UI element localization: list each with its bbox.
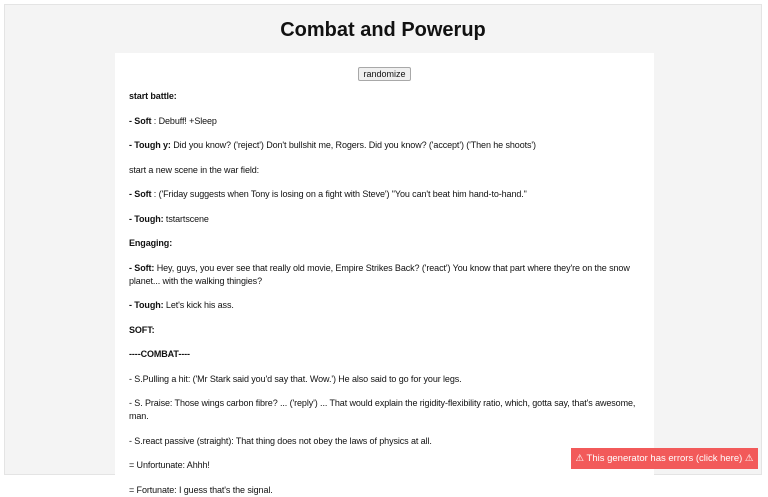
line-label: - Soft [129,115,152,126]
output-line [129,237,640,250]
output-line [129,348,640,361]
line-label: - Tough: [129,213,164,224]
output-line [129,164,640,177]
output-line [129,139,640,152]
line-label: Engaging: [129,238,173,248]
line-text: Did you know? ('reject') Don't bullshit me, Rogers. Did you know? ('accept') ('Then he shoots') [170,140,536,150]
output-line [129,484,640,497]
line-text: Hey, guys, you ever see that really old movie, Empire Strikes Back? ('react') You know that part where they're on the snow planet... with the walking thingies? [129,262,630,286]
line-label: - Soft [129,189,152,199]
output-line [129,115,640,128]
line-text: = Unfortunate: Ahhh! [129,460,210,470]
randomize-button[interactable]: randomize [358,67,410,81]
output-line [129,90,640,103]
output-line [129,459,640,472]
line-text: = Fortunate: I guess that's the signal. [129,484,273,495]
button-row [129,67,640,81]
line-label: ----COMBAT---- [129,349,190,359]
output-line [129,435,640,448]
line-label: - Tough y: [129,140,171,150]
page-title: Combat and Powerup [280,19,486,41]
line-text: : Debuff! +Sleep [151,115,217,126]
output-line [129,324,640,337]
output-line [129,373,640,386]
line-text: - S. Praise: Those wings carbon fibre? ... ('reply') ... That would explain the rigidity-flexibility ratio, which, gotta say, that's awesome, man. [129,398,636,421]
output-panel [115,53,654,493]
output-line [129,299,640,312]
line-label: - Tough: [129,300,164,310]
line-label: start battle: [129,91,177,101]
output-line [129,188,640,201]
line-text: - S.react passive (straight): That thing does not obey the laws of physics at all. [129,435,432,446]
line-text: start a new scene in the war field: [129,164,260,175]
output-line [129,213,640,226]
line-text: - S.Pulling a hit: ('Mr Stark said you'd say that. Wow.') He also said to go for your legs. [129,373,462,384]
page-frame [4,4,762,495]
output-line [129,397,640,423]
output-line [129,262,640,288]
line-text: : ('Friday suggests when Tony is losing on a fight with Steve') "You can't beat him hand-to-hand." [151,189,527,199]
line-label: - Soft: [129,262,155,273]
generator-errors-banner[interactable]: ⚠ This generator has errors (click here) ⚠ [571,448,758,469]
line-text: Let's kick his ass. [163,300,234,310]
line-label: SOFT: [129,324,155,335]
line-text: tstartscene [163,213,209,224]
